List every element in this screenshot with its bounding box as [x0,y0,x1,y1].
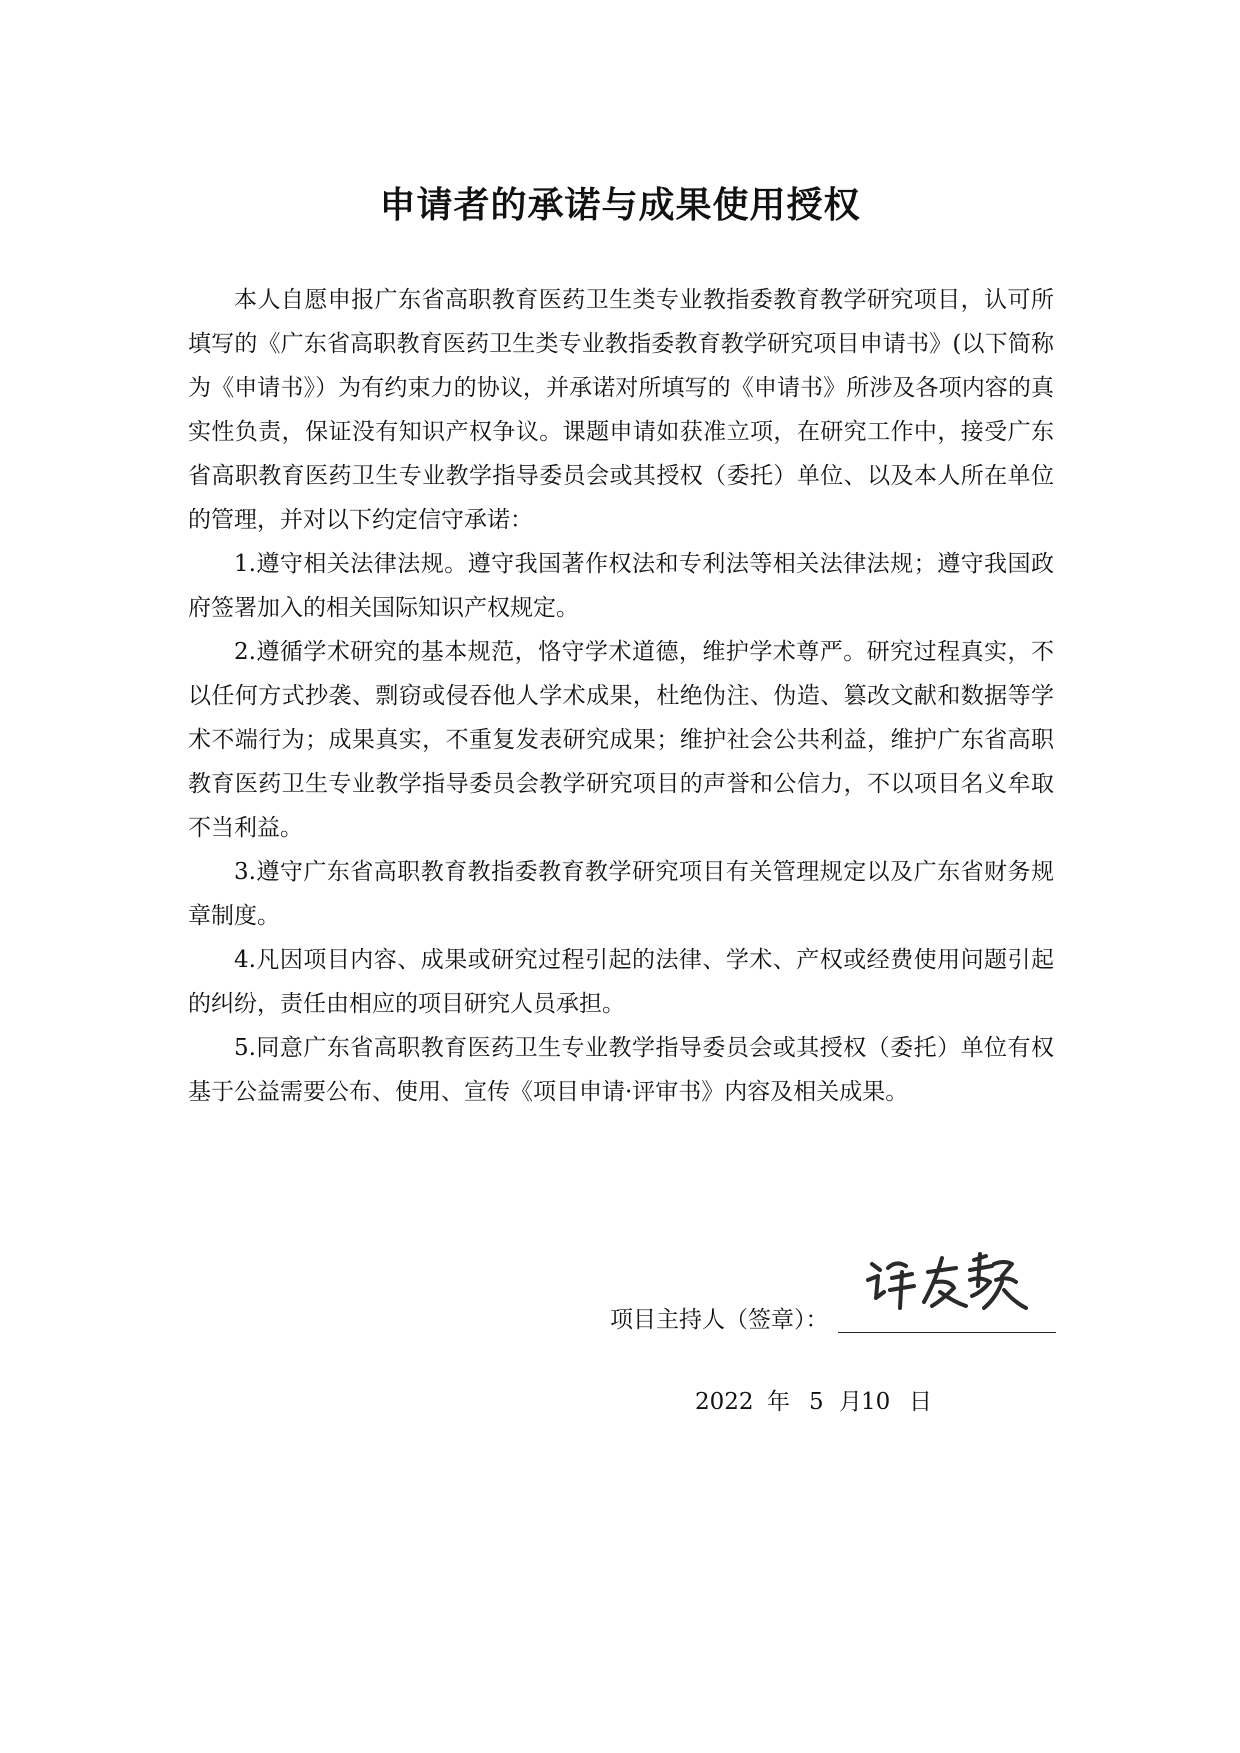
signature-underline [838,1332,1056,1333]
date-year-unit: 年 [767,1389,790,1415]
intro-paragraph: 本人自愿申报广东省高职教育医药卫生类专业教指委教育教学研究项目，认可所填写的《广东省高职教育医药卫生类专业教指委教育教学研究项目申请书》(以下简称为《申请书》）为有约束力的协议，并承诺对所填写的《申请书》所涉及各项内容的真实性负责，保证没有知识产权争议。课题申请如获准立项，在研究工作中，接受广东省高职教育医药卫生专业教学指导委员会或其授权（委托）单位、以及本人所在单位的管理，并对以下约定信守承诺： [188,287,1054,533]
commitment-item-3: 3.遵守广东省高职教育教指委教育教学研究项目有关管理规定以及广东省财务规章制度。 [188,859,1054,929]
date-line [695,1380,933,1424]
document-title: 申请者的承诺与成果使用授权 [379,185,861,226]
commitment-item-4: 4.凡因项目内容、成果或研究过程引起的法律、学术、产权或经费使用问题引起的纠纷，责任由相应的项目研究人员承担。 [188,947,1054,1017]
signature-label: 项目主持人（签章）： [610,1307,829,1333]
commitment-item-1: 1.遵守相关法律法规。遵守我国著作权法和专利法等相关法律法规；遵守我国政府签署加入的相关国际知识产权规定。 [188,551,1054,621]
commitment-item-5: 5.同意广东省高职教育医药卫生专业教学指导委员会或其授权（委托）单位有权基于公益需要公布、使用、宣传《项目申请·评审书》内容及相关成果。 [188,1035,1054,1105]
document-body [188,278,1054,1114]
date-year: 2022 [695,1389,754,1415]
date-day: 10 [861,1389,891,1415]
date-month-unit: 月 [839,1389,862,1415]
date-month: 5 [809,1389,824,1415]
commitment-item-2: 2.遵循学术研究的基本规范，恪守学术道德，维护学术尊严。研究过程真实，不以任何方式抄袭、剽窃或侵吞他人学术成果，杜绝伪注、伪造、篡改文献和数据等学术不端行为；成果真实，不重复发表研究成果；维护社会公共利益，维护广东省高职教育医药卫生专业教学指导委员会教学研究项目的声誉和公信力，不以项目名义牟取不当利益。 [188,639,1054,841]
date-day-unit: 日 [909,1389,932,1415]
handwritten-signature [862,1246,1032,1324]
